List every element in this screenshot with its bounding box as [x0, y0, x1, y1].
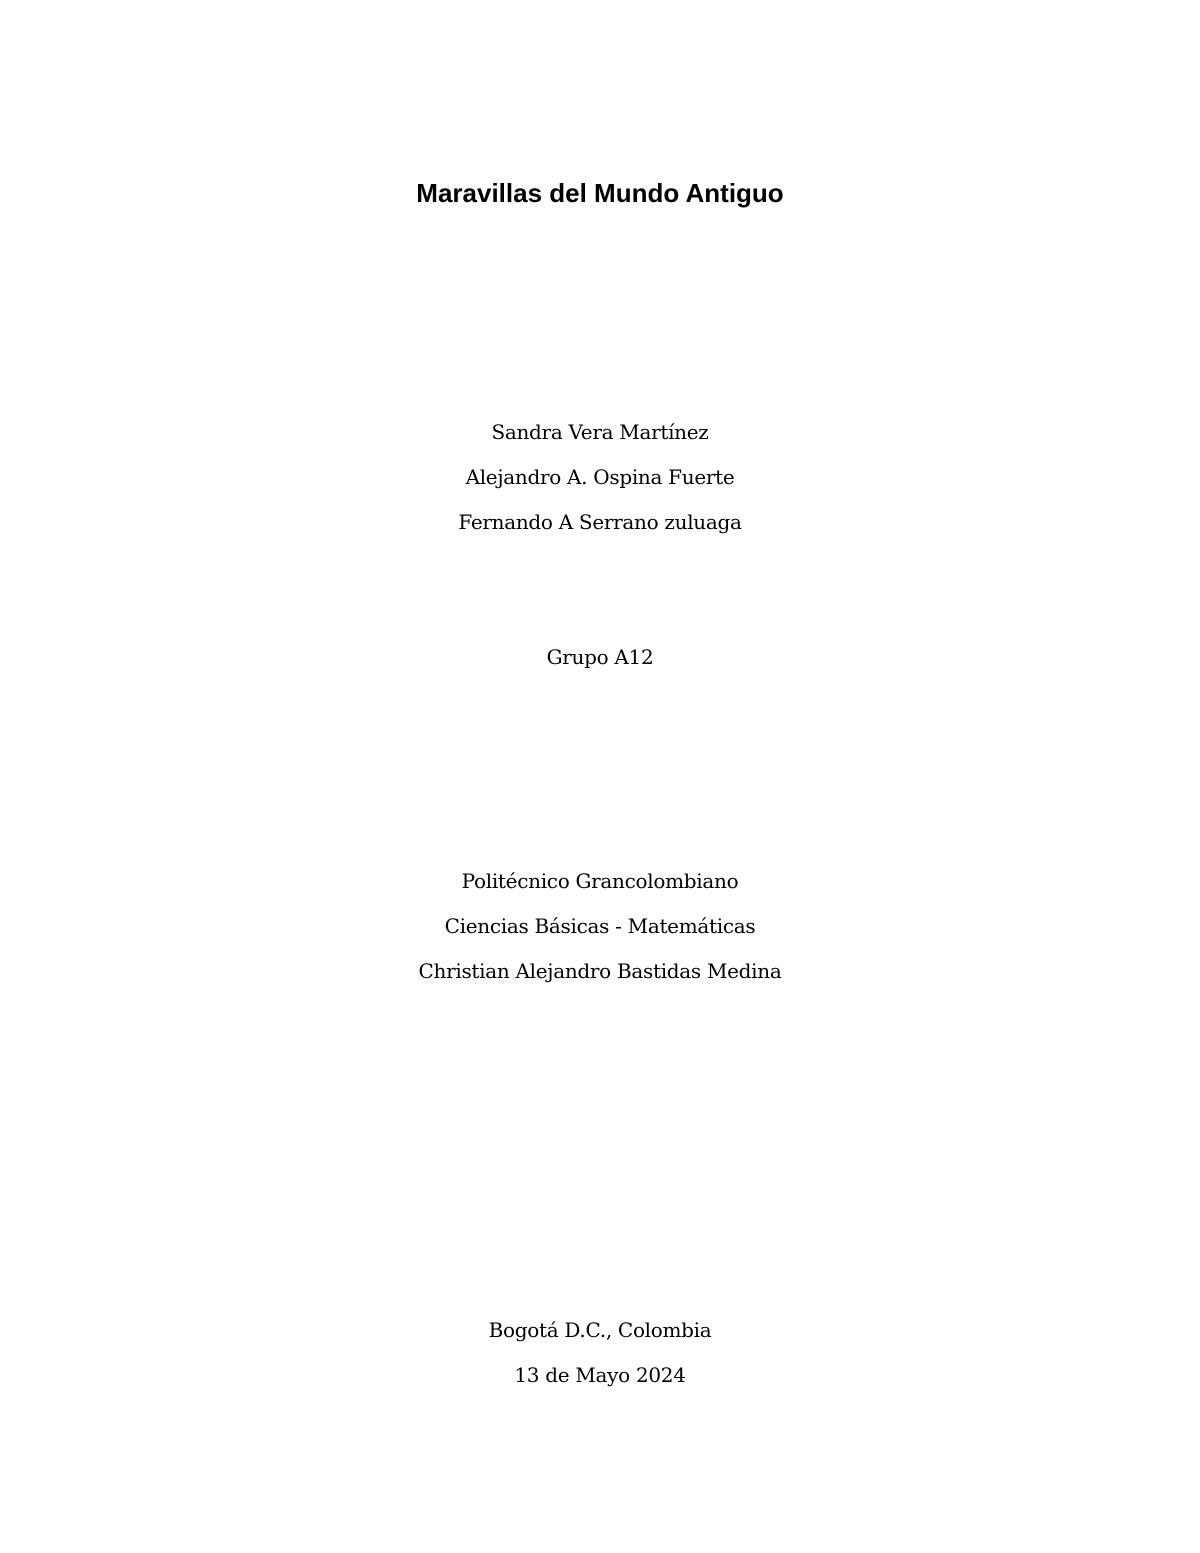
place-label: Bogotá D.C., Colombia — [488, 1318, 712, 1342]
date-label: 13 de Mayo 2024 — [514, 1363, 686, 1387]
author-name: Fernando A Serrano zuluaga — [458, 510, 742, 534]
group-label: Grupo A12 — [546, 645, 654, 669]
instructor-name: Christian Alejandro Bastidas Medina — [418, 959, 782, 983]
institution-name: Politécnico Grancolombiano — [461, 869, 739, 893]
author-name: Sandra Vera Martínez — [491, 420, 709, 444]
document-title: Maravillas del Mundo Antiguo — [416, 178, 784, 208]
author-name: Alejandro A. Ospina Fuerte — [465, 465, 735, 489]
faculty-name: Ciencias Básicas - Matemáticas — [444, 914, 756, 938]
